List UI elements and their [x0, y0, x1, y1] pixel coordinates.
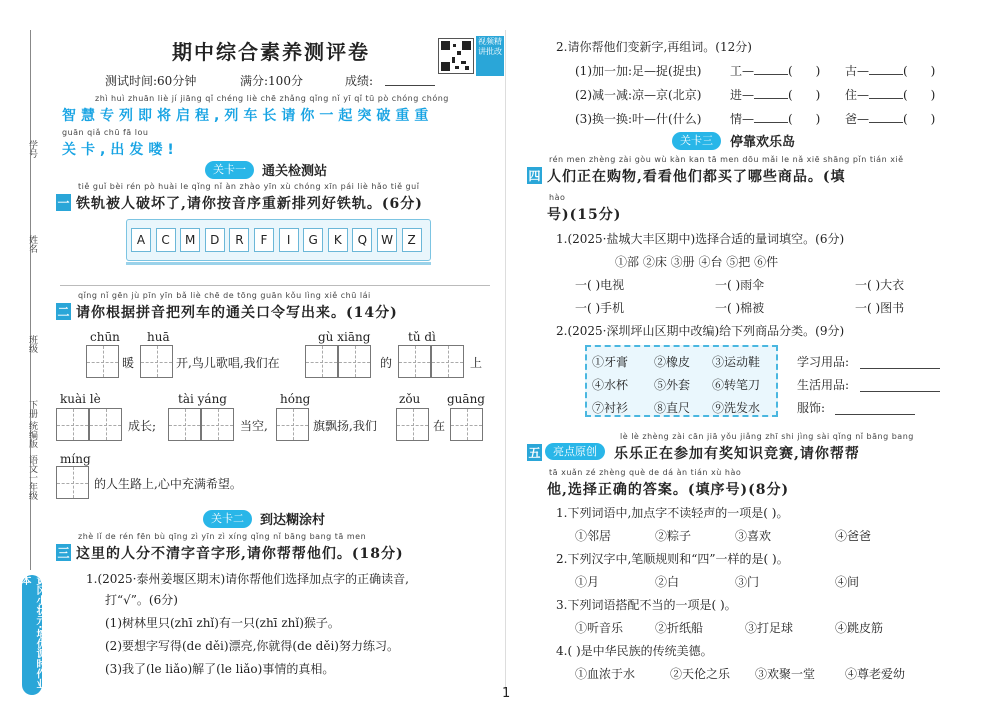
goods-item: ⑧直尺	[654, 401, 691, 415]
q2-number: 二	[57, 305, 70, 319]
q3b-row2-a-label: 进—	[730, 88, 755, 102]
grade-label: 语文一年级	[27, 455, 37, 500]
stage3-name: 停靠欢乐岛	[730, 135, 796, 150]
q2-text-5: 成长;	[128, 419, 157, 433]
q5-text-2: 他,选择正确的答案。(填序号)(8分)	[547, 482, 790, 498]
q3-number: 三	[57, 546, 70, 560]
goods-item: ⑤外套	[654, 378, 691, 392]
q2-text-1: 暖	[122, 356, 135, 370]
q3b-row1-a-label: 工—	[730, 64, 755, 78]
pinyin-hong: hóng	[280, 392, 311, 406]
q3b-row2-a: 进— ( )	[730, 88, 821, 102]
writing-box[interactable]	[396, 408, 429, 441]
q3-sub1: 1.(2025·泰州姜堰区期末)请你帮他们选择加点字的正确读音,	[86, 572, 409, 586]
motto-pinyin-2: guān qiǎ chū fā lou	[62, 128, 149, 137]
brand-logo: 黄冈小状元·培优课时作业本	[22, 575, 42, 695]
writing-box[interactable]	[431, 345, 464, 378]
q4-pinyin-2: hào	[549, 193, 566, 202]
q3-text: 这里的人分不清字音字形,请你帮帮他们。(18分)	[76, 546, 404, 562]
q2-text-6: 当空,	[240, 419, 268, 433]
q3-line-1: (1)树林里只(zhī zhǐ)有一只(zhī zhǐ)猴子。	[105, 616, 340, 630]
qr-caption: 视频精讲批改	[476, 36, 504, 76]
track-car-c[interactable]: C	[156, 228, 176, 252]
q3b-row3-a-label: 情—	[730, 112, 755, 126]
track-car-g[interactable]: G	[303, 228, 323, 252]
q4-fill-2: 一( )雨伞	[715, 278, 765, 292]
student-id-label: 学号	[27, 140, 37, 158]
writing-box[interactable]	[140, 345, 173, 378]
track-car-q[interactable]: Q	[352, 228, 372, 252]
q5-a3-opt: ④跳皮筋	[835, 621, 884, 635]
test-time: 测试时间:60分钟	[105, 74, 197, 88]
q4-pinyin: rén men zhèng zài gòu wù kàn kan tā men dōu mǎi le nǎ xiē shāng pǐn tián xiě	[549, 155, 904, 164]
q2-text-2: 开,鸟儿歌唱,我们在	[176, 356, 280, 370]
q5-a3-opt: ①听音乐	[575, 621, 624, 635]
q5-a2-opt: ③门	[735, 575, 760, 589]
writing-box[interactable]	[168, 408, 201, 441]
q2-pinyin: qǐng nǐ gēn jù pīn yīn bǎ liè chē de tōng guān kǒu lìng xiě chū lái	[78, 291, 371, 300]
q3b-row1: (1)加一加:足—捉(捉虫)	[575, 64, 702, 78]
category-clothing-blank[interactable]	[835, 414, 915, 415]
page-number: 1	[502, 686, 511, 701]
q3b-row3: (3)换一换:叶—什(什么)	[575, 112, 702, 126]
qr-code[interactable]	[438, 38, 474, 74]
q3-line-3: (3)我了(le liǎo)解了(le liǎo)事情的真相。	[105, 662, 335, 676]
pinyin-chun: chūn	[90, 330, 120, 344]
q5-a2: 2.下列汉字中,笔顺规则和“四”一样的是( )。	[556, 552, 789, 566]
writing-box[interactable]	[89, 408, 122, 441]
track-car-k[interactable]: K	[328, 228, 348, 252]
q5-pinyin: lè lè zhèng zài cān jiā yǒu jiǎng zhī shi jìng sài qǐng nǐ bāng bang	[620, 432, 914, 441]
q5-a2-opt: ②白	[655, 575, 680, 589]
q4-fill-4: 一( )手机	[575, 301, 625, 315]
q5-text: 乐乐正在参加有奖知识竞赛,请你帮帮	[614, 446, 860, 462]
q5-a4-opt: ③欢聚一堂	[755, 667, 816, 681]
track-car-i[interactable]: I	[279, 228, 299, 252]
q2-text-8: 在	[433, 419, 446, 433]
goods-item: ④水杯	[592, 378, 629, 392]
column-divider	[505, 30, 506, 690]
stage1-name: 通关检测站	[262, 164, 328, 179]
q4-sub2: 2.(2025·深圳坪山区期中改编)给下列商品分类。(9分)	[556, 324, 845, 338]
q3b-row1-b: 古— ( )	[845, 64, 936, 78]
writing-box[interactable]	[201, 408, 234, 441]
q3-pinyin: zhè lǐ de rén fēn bù qīng zì yīn zì xíng qǐng nǐ bāng bang tā men	[78, 532, 367, 541]
q5-number: 五	[528, 446, 541, 460]
page-title: 期中综合素养测评卷	[172, 40, 370, 64]
motto-line-2: 关卡,出发喽!	[62, 142, 179, 158]
q2-text-9: 的人生路上,心中充满希望。	[94, 477, 242, 491]
pinyin-zou: zǒu	[399, 392, 421, 406]
q5-a2-opt: ①月	[575, 575, 600, 589]
writing-box[interactable]	[86, 345, 119, 378]
motto-pinyin-1: zhì huì zhuān liè jí jiāng qǐ chéng liè chē zhǎng qǐng nǐ yī qǐ tū pò chóng chóng	[95, 94, 449, 103]
goods-item: ⑥转笔刀	[712, 378, 761, 392]
q4-fill-6: 一( )图书	[855, 301, 905, 315]
q3b-row3-b: 爸— ( )	[845, 112, 936, 126]
q5-a1-opt: ②粽子	[655, 529, 692, 543]
writing-box[interactable]	[398, 345, 431, 378]
q3b-row2-b-label: 住—	[845, 88, 870, 102]
q5-a4-opt: ②天伦之乐	[670, 667, 731, 681]
rail-bottom	[126, 262, 431, 265]
stage2-name: 到达糊涂村	[260, 513, 326, 528]
section-rule	[60, 285, 490, 286]
q5-a1-opt: ①邻居	[575, 529, 612, 543]
q3b-row3-a: 情— ( )	[730, 112, 821, 126]
q5-a4-opt: ①血浓于水	[575, 667, 636, 681]
q5-a1-opt: ④爸爸	[835, 529, 872, 543]
q2-text-3: 的	[380, 356, 393, 370]
q4-options: ①部 ②床 ③册 ④台 ⑤把 ⑥件	[615, 255, 779, 269]
full-score: 满分:100分	[240, 74, 303, 88]
stage2-tag: 关卡二	[203, 510, 252, 528]
q3b-row1-a: 工— ( )	[730, 64, 821, 78]
q3b-row2: (2)减一减:凉—京(北京)	[575, 88, 702, 102]
track-car-r[interactable]: R	[229, 228, 249, 252]
category-life: 生活用品:	[797, 378, 850, 392]
writing-box[interactable]	[450, 408, 483, 441]
goods-item: ③运动鞋	[712, 355, 761, 369]
q5-a4-opt: ④尊老爱幼	[845, 667, 906, 681]
q5-a4: 4.( )是中华民族的传统美德。	[556, 644, 713, 658]
score-blank[interactable]	[385, 85, 435, 86]
q5-a1: 1.下列词语中,加点字不读轻声的一项是( )。	[556, 506, 789, 520]
q2-text-4: 上	[470, 356, 483, 370]
q1-text: 铁轨被人破坏了,请你按音序重新排列好铁轨。(6分)	[76, 196, 423, 212]
pinyin-ming: míng	[60, 452, 91, 466]
stage1-tag: 关卡一	[205, 161, 254, 179]
q3b-row1-b-label: 古—	[845, 64, 870, 78]
q4-fill-3: 一( )大衣	[855, 278, 905, 292]
writing-box[interactable]	[338, 345, 371, 378]
binding-sidebar	[0, 0, 48, 725]
edition-label: 下册 统编版	[27, 400, 37, 448]
q5-a3: 3.下列词语搭配不当的一项是( )。	[556, 598, 737, 612]
q1-pinyin: tiě guǐ bèi rén pò huài le qǐng nǐ àn zhào yīn xù chóng xīn pái liè hǎo tiě guǐ	[78, 182, 420, 191]
pinyin-guang: guāng	[447, 392, 485, 406]
pinyin-hua: huā	[147, 330, 170, 344]
q5-tag: 亮点原创	[545, 443, 605, 460]
pinyin-kuaile: kuài lè	[60, 392, 101, 406]
q5-a1-opt: ③喜欢	[735, 529, 772, 543]
score-label: 成绩:	[345, 74, 374, 88]
category-study-blank[interactable]	[860, 368, 940, 369]
q4-fill-5: 一( )棉被	[715, 301, 765, 315]
q4-sub1: 1.(2025·盐城大丰区期中)选择合适的量词填空。(6分)	[556, 232, 845, 246]
track-car-a[interactable]: A	[131, 228, 151, 252]
name-label: 姓名	[27, 235, 37, 253]
track-car-m[interactable]: M	[180, 228, 200, 252]
q5-a3-opt: ③打足球	[745, 621, 794, 635]
q4-text: 人们正在购物,看看他们都买了哪些商品。(填	[547, 169, 846, 185]
q3-sub1b: 打“√”。(6分)	[105, 593, 178, 607]
q5-a3-opt: ②折纸船	[655, 621, 704, 635]
writing-box[interactable]	[276, 408, 309, 441]
q3-line-2: (2)要想字写得(de děi)漂亮,你就得(de děi)努力练习。	[105, 639, 399, 653]
q5-pinyin-2: tā xuǎn zé zhèng què de dá àn tián xù hào	[549, 468, 742, 477]
track-car-z[interactable]: Z	[402, 228, 422, 252]
category-study: 学习用品:	[797, 355, 850, 369]
category-clothing: 服饰:	[797, 401, 826, 415]
category-life-blank[interactable]	[860, 391, 940, 392]
track-car-f[interactable]: F	[254, 228, 274, 252]
q1-number: 一	[57, 196, 70, 210]
writing-box[interactable]	[56, 466, 89, 499]
pinyin-tudi: tǔ dì	[408, 330, 436, 344]
q4-number: 四	[528, 169, 541, 183]
q2-text-7: 旗飘扬,我们	[313, 419, 377, 433]
q3b-head: 2.请你帮他们变新字,再组词。(12分)	[556, 40, 752, 54]
q4-fill-1: 一( )电视	[575, 278, 625, 292]
track-car-w[interactable]: W	[377, 228, 397, 252]
goods-item: ①牙膏	[592, 355, 629, 369]
q2-text: 请你根据拼音把列车的通关口令写出来。(14分)	[76, 305, 398, 321]
track-car-d[interactable]: D	[205, 228, 225, 252]
pinyin-guxiang: gù xiāng	[318, 330, 371, 344]
writing-box[interactable]	[305, 345, 338, 378]
q5-a2-opt: ④间	[835, 575, 860, 589]
motto-line-1: 智慧专列即将启程,列车长请你一起突破重重	[62, 108, 434, 124]
goods-item: ⑦衬衫	[592, 401, 629, 415]
stage3-tag: 关卡三	[672, 132, 721, 150]
q4-text-2: 号)(15分)	[547, 207, 622, 223]
q3b-row2-b: 住— ( )	[845, 88, 936, 102]
q3b-row3-b-label: 爸—	[845, 112, 870, 126]
goods-item: ②橡皮	[654, 355, 691, 369]
class-label: 班级	[27, 335, 37, 353]
pinyin-taiyang: tài yáng	[178, 392, 227, 406]
goods-item: ⑨洗发水	[712, 401, 761, 415]
writing-box[interactable]	[56, 408, 89, 441]
